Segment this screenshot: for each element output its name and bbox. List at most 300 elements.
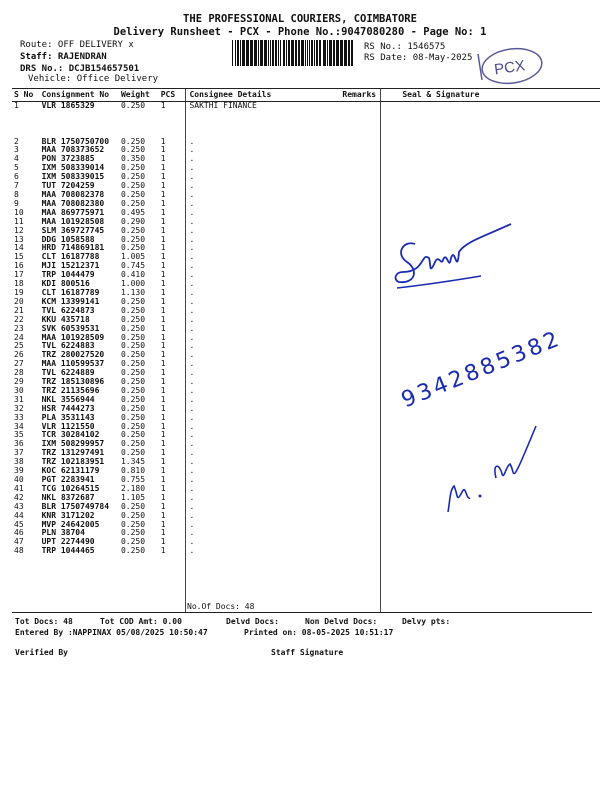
table-row [12, 111, 600, 120]
row-pcs: 1 [160, 190, 166, 200]
row-weight: 0.250 [120, 296, 146, 306]
row-sno: 36 [14, 439, 24, 449]
row-sno: 41 [14, 483, 24, 493]
row-sno: 24 [14, 332, 24, 342]
row-sno: 27 [14, 359, 24, 369]
row-pcs: 1 [160, 296, 166, 306]
row-sno: 26 [14, 350, 24, 360]
row-remarks [340, 521, 380, 530]
row-weight: 1.005 [120, 252, 146, 262]
row-weight: 0.250 [120, 501, 146, 511]
table-row [12, 102, 600, 111]
row-consignment: TRZ 280027520 [41, 350, 105, 360]
row-pcs: 1 [160, 181, 166, 191]
company-title: THE PROFESSIONAL COURIERS, COIMBATORE [183, 13, 417, 25]
row-remarks [340, 538, 380, 547]
table-row [12, 405, 600, 414]
row-weight: 0.250 [120, 181, 146, 191]
table-header-row [12, 89, 600, 102]
table-row [12, 146, 600, 155]
row-weight: 0.250 [120, 341, 146, 351]
row-pcs: 1 [160, 377, 166, 387]
row-remarks [340, 512, 380, 521]
table-row [12, 334, 600, 343]
row-remarks [340, 396, 380, 405]
row-sno: 1 [14, 101, 19, 110]
row-consignment: SLM 369727745 [41, 225, 105, 235]
row-consignment: MAA 110599537 [41, 359, 105, 369]
row-weight: 0.250 [120, 439, 146, 449]
row-consignment: HRD 714869181 [41, 243, 105, 253]
row-remarks [340, 369, 380, 378]
row-remarks [340, 334, 380, 343]
row-remarks [340, 494, 380, 503]
table-row [12, 120, 600, 129]
row-sno: 13 [14, 234, 24, 244]
row-consignee: . [189, 403, 195, 413]
table-row [12, 387, 600, 396]
row-consignment: VLR 1865329 [41, 101, 95, 110]
row-sno: 4 [14, 154, 19, 164]
table-row [12, 521, 600, 530]
rs-number: RS No.: 1546575 [364, 42, 446, 52]
row-pcs: 1 [160, 350, 166, 360]
row-pcs: 1 [160, 252, 166, 262]
row-consignment: PLN 38704 [41, 528, 85, 538]
row-sno: 37 [14, 448, 24, 458]
row-pcs: 1 [160, 483, 166, 493]
runsheet-title: Delivery Runsheet - PCX - Phone No.:9047080280 - Page No: 1 [113, 26, 487, 38]
row-consignment: PLA 3531143 [41, 412, 95, 422]
row-consignee [187, 129, 340, 138]
row-remarks [340, 325, 380, 334]
table-row [12, 396, 600, 405]
row-remarks [340, 182, 380, 191]
row-pcs: 1 [160, 225, 166, 235]
handwritten-name [440, 420, 550, 520]
row-consignee: . [189, 483, 195, 493]
row-consignee: . [189, 190, 195, 200]
row-remarks [340, 387, 380, 396]
row-remarks [340, 289, 380, 298]
handwritten-phone: 9342885382 [398, 326, 565, 414]
row-pcs: 1 [160, 510, 166, 520]
row-remarks [340, 431, 380, 440]
row-sno: 28 [14, 368, 24, 378]
row-weight: 0.250 [120, 448, 146, 458]
row-pcs: 1 [160, 519, 166, 529]
row-consignment: VLR 1121550 [41, 421, 95, 431]
row-weight: 0.250 [120, 145, 146, 155]
row-sno: 44 [14, 510, 24, 520]
row-consignee: . [189, 136, 195, 146]
row-seal [380, 547, 600, 556]
row-remarks [340, 307, 380, 316]
row-consignee: . [189, 368, 195, 378]
barcode-image [232, 40, 354, 66]
row-consignee: . [189, 341, 195, 351]
row-consignee: . [189, 145, 195, 155]
row-pcs: 1 [160, 287, 166, 297]
row-consignment: PGT 2283941 [41, 475, 95, 485]
row-pcs: 1 [160, 466, 166, 476]
row-consignment: KDI 800516 [41, 279, 90, 289]
row-pcs: 1 [160, 394, 166, 404]
row-sno: 16 [14, 261, 24, 271]
row-consignee: . [189, 252, 195, 262]
row-consignment: TCG 10264515 [41, 483, 100, 493]
table-row [12, 538, 600, 547]
row-consignee: . [189, 519, 195, 529]
row-consignment: TRP 1044479 [41, 270, 95, 280]
row-pcs: 1 [160, 546, 166, 556]
row-consignee: . [189, 546, 195, 556]
row-pcs: 1 [160, 448, 166, 458]
non-delivered-docs: Non Delvd Docs: [305, 617, 378, 626]
row-pcs: 1 [160, 412, 166, 422]
row-seal [380, 138, 600, 147]
row-weight: 0.810 [120, 466, 146, 476]
row-seal [380, 529, 600, 538]
row-consignment: TRZ 131297491 [41, 448, 105, 458]
row-sno: 5 [14, 163, 19, 173]
row-consignment: MVP 24642005 [41, 519, 100, 529]
row-sno [12, 120, 40, 129]
row-sno: 46 [14, 528, 24, 538]
table-row [12, 307, 600, 316]
row-consignee: . [189, 421, 195, 431]
row-seal [380, 146, 600, 155]
row-seal [380, 155, 600, 164]
row-seal [380, 173, 600, 182]
row-weight [119, 120, 159, 129]
row-pcs: 1 [160, 154, 166, 164]
row-consignee: . [189, 234, 195, 244]
vehicle-label: Vehicle: Office Delivery [28, 74, 159, 84]
row-consignee: . [189, 430, 195, 440]
row-weight: 0.250 [120, 510, 146, 520]
row-weight: 0.250 [120, 412, 146, 422]
row-pcs: 1 [160, 457, 166, 467]
row-remarks [340, 485, 380, 494]
row-pcs: 1 [160, 279, 166, 289]
delivered-docs: Delvd Docs: [226, 617, 279, 626]
row-consignee: . [189, 279, 195, 289]
row-consignee: . [189, 466, 195, 476]
row-consignment: MAA 101928508 [41, 216, 105, 226]
row-consignee: . [189, 270, 195, 280]
row-remarks [340, 111, 380, 120]
row-remarks [340, 120, 380, 129]
row-weight: 0.290 [120, 216, 146, 226]
row-consignment: MAA 101928509 [41, 332, 105, 342]
total-cod: Tot COD Amt: 0.00 [100, 617, 182, 626]
row-pcs: 1 [160, 172, 166, 182]
row-sno: 42 [14, 492, 24, 502]
row-weight: 0.250 [120, 190, 146, 200]
row-remarks [340, 146, 380, 155]
row-weight: 0.250 [120, 546, 146, 556]
row-weight: 0.745 [120, 261, 146, 271]
row-consignee: . [189, 377, 195, 387]
row-seal [380, 200, 600, 209]
row-pcs: 1 [160, 323, 166, 333]
row-weight: 0.250 [120, 243, 146, 253]
row-weight: 0.250 [120, 350, 146, 360]
verified-by: Verified By [15, 648, 68, 657]
row-remarks [340, 378, 380, 387]
row-weight: 0.350 [120, 154, 146, 164]
row-sno: 3 [14, 145, 19, 155]
row-consignment: NKL 3556944 [41, 394, 95, 404]
row-consignee [187, 120, 340, 129]
row-remarks [340, 298, 380, 307]
row-weight: 0.250 [120, 394, 146, 404]
row-pcs: 1 [160, 403, 166, 413]
row-remarks [340, 405, 380, 414]
row-consignment: IXM 508339014 [41, 163, 105, 173]
row-weight: 0.250 [120, 225, 146, 235]
row-weight: 0.250 [120, 430, 146, 440]
row-remarks [340, 503, 380, 512]
row-remarks [340, 467, 380, 476]
route-label: Route: OFF DELIVERY x [20, 40, 134, 50]
row-consignment: KOC 62131179 [41, 466, 100, 476]
row-weight: 0.250 [120, 101, 146, 110]
pcx-stamp [474, 46, 546, 86]
row-sno: 22 [14, 314, 24, 324]
row-consignee: . [189, 448, 195, 458]
row-remarks [340, 414, 380, 423]
table-row [12, 173, 600, 182]
row-remarks [340, 164, 380, 173]
row-seal [380, 102, 600, 111]
row-weight: 0.250 [120, 305, 146, 315]
row-consignment: TUT 7204259 [41, 181, 95, 191]
row-sno: 17 [14, 270, 24, 280]
row-pcs: 1 [160, 341, 166, 351]
row-weight: 0.250 [120, 136, 146, 146]
row-consignee: . [189, 154, 195, 164]
row-sno: 34 [14, 421, 24, 431]
row-sno: 11 [14, 216, 24, 226]
row-pcs: 1 [160, 368, 166, 378]
row-weight: 0.495 [120, 207, 146, 217]
row-sno: 40 [14, 475, 24, 485]
row-pcs [159, 111, 188, 120]
row-seal [380, 342, 600, 351]
row-sno: 33 [14, 412, 24, 422]
row-pcs: 1 [160, 207, 166, 217]
row-consignment: NKL 8372687 [41, 492, 95, 502]
row-weight: 0.250 [120, 519, 146, 529]
col-weight: Weight [119, 89, 159, 102]
row-weight: 0.250 [120, 377, 146, 387]
staff-signature: Staff Signature [271, 648, 344, 657]
row-weight: 0.250 [120, 421, 146, 431]
row-remarks [340, 236, 380, 245]
row-sno: 7 [14, 181, 19, 191]
row-sno: 14 [14, 243, 24, 253]
row-seal [380, 307, 600, 316]
row-consignee: . [189, 323, 195, 333]
row-pcs: 1 [160, 430, 166, 440]
col-seal-signature: Seal & Signature [380, 89, 600, 102]
row-consignee: . [189, 225, 195, 235]
row-seal [380, 521, 600, 530]
row-consignee: . [189, 394, 195, 404]
row-pcs: 1 [160, 261, 166, 271]
row-weight: 0.250 [120, 332, 146, 342]
col-remarks: Remarks [340, 89, 380, 102]
row-sno: 19 [14, 287, 24, 297]
row-seal [380, 129, 600, 138]
row-consignee: . [189, 305, 195, 315]
row-weight: 1.000 [120, 279, 146, 289]
row-consignment: HSR 7444273 [41, 403, 95, 413]
row-pcs: 1 [160, 270, 166, 280]
row-weight: 0.755 [120, 475, 146, 485]
row-weight: 0.250 [120, 385, 146, 395]
printed-on: Printed on: 08-05-2025 10:51:17 [244, 628, 394, 637]
row-remarks [340, 173, 380, 182]
row-consignment: TVL 6224873 [41, 305, 95, 315]
row-sno: 29 [14, 377, 24, 387]
row-consignment: BLR 1750749784 [41, 501, 110, 511]
row-pcs: 1 [160, 234, 166, 244]
row-consignment: TRZ 102183951 [41, 457, 105, 467]
row-weight: 0.250 [120, 163, 146, 173]
row-consignee: . [189, 332, 195, 342]
row-weight: 0.250 [120, 323, 146, 333]
row-sno: 32 [14, 403, 24, 413]
row-seal [380, 182, 600, 191]
row-sno: 21 [14, 305, 24, 315]
row-sno: 47 [14, 537, 24, 547]
row-weight: 0.250 [120, 403, 146, 413]
row-pcs: 1 [160, 101, 166, 110]
row-sno [12, 111, 40, 120]
row-remarks [340, 458, 380, 467]
row-sno: 23 [14, 323, 24, 333]
row-consignee [187, 111, 340, 120]
row-remarks [340, 316, 380, 325]
col-consignee: Consignee Details [187, 89, 340, 102]
row-consignment [40, 111, 119, 120]
row-consignment: CLT 16187789 [41, 287, 100, 297]
row-consignment: DDG 1058588 [41, 234, 95, 244]
row-pcs: 1 [160, 385, 166, 395]
row-consignee: . [189, 163, 195, 173]
row-pcs: 1 [160, 332, 166, 342]
row-pcs: 1 [160, 537, 166, 547]
row-consignment: IXM 508299957 [41, 439, 105, 449]
row-pcs: 1 [160, 492, 166, 502]
row-consignment: TRZ 185130896 [41, 377, 105, 387]
row-seal [380, 334, 600, 343]
row-remarks [340, 155, 380, 164]
row-consignment: MAA 869775971 [41, 207, 105, 217]
row-weight: 2.180 [120, 483, 146, 493]
row-sno: 45 [14, 519, 24, 529]
row-consignment: TVL 6224883 [41, 341, 95, 351]
row-consignee: SAKTHI FINANCE [189, 101, 257, 110]
row-remarks [340, 342, 380, 351]
row-consignee: . [189, 287, 195, 297]
row-sno: 35 [14, 430, 24, 440]
row-pcs: 1 [160, 198, 166, 208]
handwritten-signature [385, 222, 525, 302]
row-consignee: . [189, 314, 195, 324]
row-consignee: . [189, 492, 195, 502]
staff-label: Staff: RAJENDRAN [20, 52, 107, 62]
row-weight: 0.250 [120, 528, 146, 538]
row-remarks [340, 191, 380, 200]
row-weight: 1.345 [120, 457, 146, 467]
table-row [12, 529, 600, 538]
row-consignee: . [189, 350, 195, 360]
row-consignment: MAA 708082378 [41, 190, 105, 200]
col-consignment: Consignment No [40, 89, 119, 102]
row-sno: 15 [14, 252, 24, 262]
table-row [12, 547, 600, 556]
entered-by: Entered By :NAPPINAX 05/08/2025 10:50:47 [15, 628, 208, 637]
row-consignee: . [189, 412, 195, 422]
row-weight: 0.250 [120, 314, 146, 324]
footer-divider [12, 612, 592, 613]
row-remarks [340, 351, 380, 360]
row-consignee: . [189, 501, 195, 511]
row-pcs: 1 [160, 243, 166, 253]
row-seal [380, 164, 600, 173]
row-consignee: . [189, 243, 195, 253]
row-consignment: IXM 508339015 [41, 172, 105, 182]
row-remarks [340, 102, 380, 111]
row-pcs: 1 [160, 145, 166, 155]
row-consignment: TCR 30284102 [41, 430, 100, 440]
row-consignment: PON 3723885 [41, 154, 95, 164]
row-remarks [340, 244, 380, 253]
row-consignment: MAA 708373652 [41, 145, 105, 155]
row-consignment: MAA 708082380 [41, 198, 105, 208]
row-consignment: KKU 435718 [41, 314, 90, 324]
row-consignee: . [189, 207, 195, 217]
row-pcs: 1 [160, 501, 166, 511]
row-pcs: 1 [160, 314, 166, 324]
row-sno: 8 [14, 190, 19, 200]
row-weight: 0.250 [120, 368, 146, 378]
row-pcs [159, 120, 188, 129]
row-consignment: KCM 13399141 [41, 296, 100, 306]
row-consignment: TRZ 21135696 [41, 385, 100, 395]
row-consignment: UPT 2274490 [41, 537, 95, 547]
row-remarks [340, 227, 380, 236]
row-consignee: . [189, 439, 195, 449]
row-consignee: . [189, 181, 195, 191]
row-sno: 10 [14, 207, 24, 217]
row-seal [380, 538, 600, 547]
row-remarks [340, 218, 380, 227]
total-docs: Tot Docs: 48 [15, 617, 73, 626]
col-sno: S No [12, 89, 40, 102]
row-weight: 0.250 [120, 537, 146, 547]
row-seal [380, 191, 600, 200]
row-consignee: . [189, 172, 195, 182]
row-remarks [340, 200, 380, 209]
row-sno: 6 [14, 172, 19, 182]
row-sno: 20 [14, 296, 24, 306]
row-sno: 30 [14, 385, 24, 395]
